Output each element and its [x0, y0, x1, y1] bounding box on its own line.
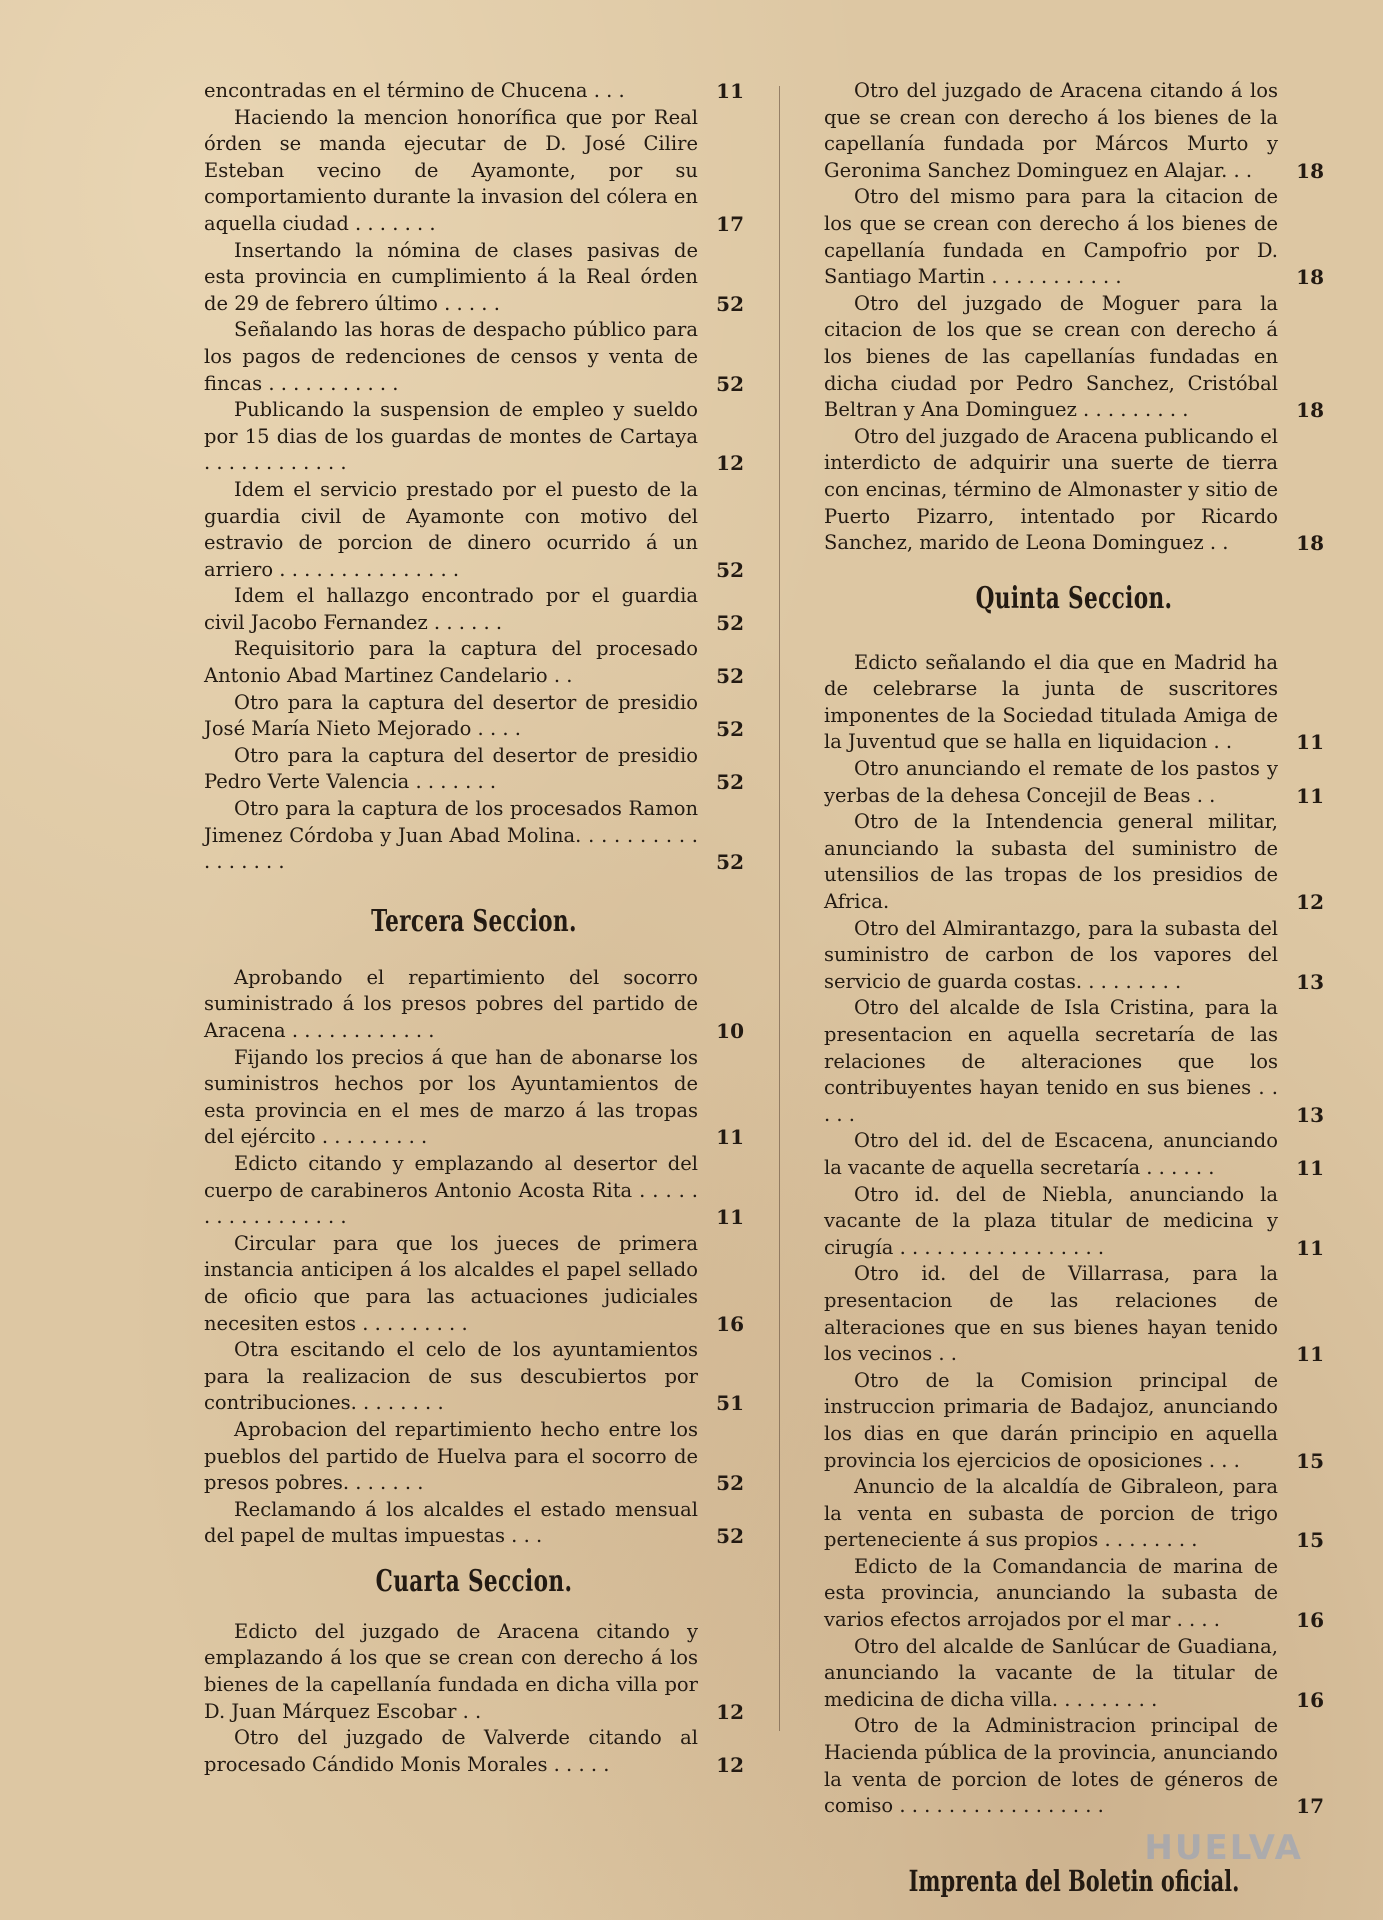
index-entry — [824, 916, 1324, 996]
index-entry — [824, 1182, 1324, 1262]
index-entry — [824, 1128, 1324, 1181]
index-entry-page: 52 — [716, 664, 744, 689]
index-entry-page: 12 — [1296, 890, 1324, 915]
index-entry-page: 13 — [1296, 1102, 1324, 1127]
index-entry-page: 11 — [716, 1125, 744, 1150]
index-entry-page: 18 — [1296, 398, 1324, 423]
index-entry-page: 52 — [716, 557, 744, 582]
index-entry-text: encontradas en el término de Chucena . . . — [204, 79, 625, 102]
index-entry — [204, 636, 744, 689]
index-entry-text: Otro del Almirantazgo, para la subasta del suministro de carbon de los vapores del servicio de guarda costas. . . . . . . . . — [824, 916, 1278, 993]
index-entry — [204, 1337, 744, 1417]
section-heading-quinta: Quinta Seccion. — [975, 580, 1173, 616]
index-entry-page: 16 — [1296, 1687, 1324, 1712]
index-entry-page: 11 — [1296, 730, 1324, 755]
index-entry-text: Otro anunciando el remate de los pastos y yerbas de la dehesa Concejil de Beas . . — [824, 757, 1278, 807]
index-entry — [204, 317, 744, 397]
index-entry-text: Otro del juzgado de Aracena publicando el interdicto de adquirir una suerte de tierra con encinas, término de Almonaster y sitio de Puerto Pizarro, intentado por Ricardo Sanchez, marido de Leona Dominguez . . — [824, 424, 1278, 555]
index-entry-text: Insertando la nómina de clases pasivas de esta provincia en cumplimiento á la Real órden de 29 de febrero último . . . . . — [204, 238, 698, 315]
index-entry-page: 12 — [716, 1699, 744, 1724]
index-entry-page: 11 — [1296, 783, 1324, 808]
index-entry — [824, 1368, 1324, 1474]
index-entry-text: Aprobacion del repartimiento hecho entre los pueblos del partido de Huelva para el socorro de presos pobres. . . . . . . — [204, 1417, 698, 1495]
index-entry — [824, 1261, 1324, 1367]
index-entry — [204, 1045, 744, 1151]
index-entry-text: Otro para la captura del desertor de presidio José María Nieto Mejorado . . . . — [204, 690, 698, 741]
index-entry-text: Otro del juzgado de Aracena citando á los que se crean con derecho á los bienes de la capellanía fundada por Márcos Murto y Geronima Sanchez Dominguez en Alajar. . . — [824, 79, 1278, 182]
index-entry — [204, 1417, 744, 1497]
left-entries-a — [204, 78, 744, 876]
index-entry — [824, 78, 1324, 184]
index-entry-page: 16 — [716, 1311, 744, 1336]
index-entry — [824, 1474, 1324, 1554]
index-entry-text: Publicando la suspension de empleo y sueldo por 15 dias de los guardas de montes de Cartaya . . . . . . . . . . . . — [204, 398, 698, 475]
index-entry-text: Anuncio de la alcaldía de Gibraleon, para la venta en subasta de porcion de trigo perteneciente á sus propios . . . . . . . . — [824, 1475, 1278, 1552]
index-entry-page: 11 — [716, 79, 744, 103]
index-entry-text: Idem el hallazgo encontrado por el guardia civil Jacobo Fernandez . . . . . . — [204, 584, 698, 634]
index-entry-page: 10 — [716, 1019, 744, 1043]
index-entry — [204, 690, 744, 743]
index-entry-text: Señalando las horas de despacho público para los pagos de redenciones de censos y venta de fincas . . . . . . . . . . . — [204, 318, 698, 395]
index-entry — [204, 1619, 744, 1725]
index-entry-page: 17 — [716, 211, 744, 236]
index-entry — [824, 756, 1324, 809]
imprint-line: Imprenta del Boletin oficial. — [908, 1863, 1240, 1898]
index-entry-page: 52 — [716, 371, 744, 396]
index-entry-text: Otro para la captura de los procesados Ramon Jimenez Córdoba y Juan Abad Molina. . . . . . . . . . . . . . . . . — [204, 797, 698, 874]
index-entry-page: 52 — [716, 1524, 744, 1549]
index-entry-text: Edicto de la Comandancia de marina de esta provincia, anunciando la subasta de varios efectos arrojados por el mar . . . . — [824, 1554, 1278, 1632]
index-entry-text: Otro para la captura del desertor de presidio Pedro Verte Valencia . . . . . . . — [204, 743, 698, 794]
index-entry — [824, 291, 1324, 424]
index-entry-text: Otro de la Comision principal de instruccion primaria de Badajoz, anunciando los dias en que darán principio en aquella provincia los ejercicios de oposiciones . . . — [824, 1368, 1278, 1472]
index-entry-page: 11 — [1296, 1342, 1324, 1367]
index-entry — [204, 1497, 744, 1550]
index-entry-page: 15 — [1296, 1448, 1324, 1473]
index-entry — [204, 1231, 744, 1337]
index-entry — [204, 743, 744, 796]
index-entry-text: Otra escitando el celo de los ayuntamientos para la realizacion de sus descubiertos por contribuciones. . . . . . . . — [204, 1338, 698, 1415]
index-entry-text: Otro del mismo para para la citacion de los que se crean con derecho á los bienes de capellanía fundada en Campofrio por D. Santiago Martin . . . . . . . . . . . — [824, 185, 1278, 289]
index-entry-page: 52 — [716, 1471, 744, 1496]
index-entry-text: Otro id. del de Villarrasa, para la presentacion de las relaciones de alteraciones que en sus bienes hayan tenido los vecinos . . — [824, 1262, 1278, 1366]
index-entry-text: Otro id. del de Niebla, anunciando la vacante de la plaza titular de medicina y cirugía . . . . . . . . . . . . . . . . . — [824, 1182, 1278, 1259]
index-entry-text: Otro del alcalde de Sanlúcar de Guadiana, anunciando la vacante de la titular de medicina de dicha villa. . . . . . . . . — [824, 1634, 1278, 1711]
left-entries-c — [204, 1619, 744, 1779]
index-entry-text: Aprobando el repartimiento del socorro suministrado á los presos pobres del partido de Aracena . . . . . . . . . . . . — [204, 965, 698, 1042]
index-entry-page: 11 — [1296, 1235, 1324, 1260]
index-entry-page: 52 — [716, 717, 744, 742]
index-entry — [824, 1634, 1324, 1714]
index-entry — [824, 1554, 1324, 1634]
index-entry-text: Edicto citando y emplazando al desertor del cuerpo de carabineros Antonio Acosta Rita . . . . . . . . . . . . . . . . . — [204, 1151, 698, 1229]
index-entry-text: Fijando los precios á que han de abonarse los suministros hechos por los Ayuntamientos de esta provincia en el mes de marzo á las tropas del ejército . . . . . . . . . — [204, 1045, 698, 1149]
index-entry-text: Otro de la Intendencia general militar, anunciando la subasta del suministro de utensilios de las tropas de los presidios de Africa. — [824, 810, 1278, 914]
index-entry-text: Otro de la Administracion principal de Hacienda pública de la provincia, anunciando la venta de porcion de lotes de géneros de comiso . . . . . . . . . . . . . . . . . — [824, 1714, 1278, 1818]
index-entry — [204, 1151, 744, 1231]
index-entry — [824, 424, 1324, 557]
index-entry-page: 18 — [1296, 158, 1324, 183]
index-entry-page: 12 — [716, 451, 744, 476]
index-entry-text: Requisitorio para la captura del procesado Antonio Abad Martinez Candelario . . — [204, 637, 698, 688]
section-heading-tercera: Tercera Seccion. — [371, 903, 577, 939]
index-entry-text: Idem el servicio prestado por el puesto de la guardia civil de Ayamonte con motivo del estravio de porcion de dinero ocurrido á un arriero . . . . . . . . . . . . . . . — [204, 477, 698, 581]
library-stamp: HUELVA — [1144, 1828, 1303, 1868]
index-entry-page: 18 — [1296, 265, 1324, 290]
index-entry — [204, 583, 744, 636]
index-entry-page: 11 — [716, 1205, 744, 1230]
index-entry-page: 51 — [716, 1391, 744, 1416]
index-entry-text: Haciendo la mencion honorífica que por Real órden se manda ejecutar de D. José Cilire Esteban vecino de Ayamonte, por su comportamiento durante la invasion del cólera en aquella ciudad . . . . . . . — [204, 105, 698, 235]
left-entries-b — [204, 965, 744, 1550]
index-entry-page: 13 — [1296, 969, 1324, 994]
index-entry — [824, 995, 1324, 1128]
index-entry-page: 16 — [1296, 1608, 1324, 1633]
index-entry-text: Otro del juzgado de Moguer para la citacion de los que se crean con derecho á los bienes de las capellanías fundadas en dicha ciudad por Pedro Sanchez, Cristóbal Beltran y Ana Dominguez . . . . . . . . . — [824, 291, 1278, 422]
left-column — [204, 78, 744, 1778]
index-entry — [824, 809, 1324, 915]
index-entry-text: Circular para que los jueces de primera instancia anticipen á los alcaldes el papel sellado de oficio que para las actuaciones judiciales necesiten estos . . . . . . . . . — [204, 1231, 698, 1335]
index-entry-page: 17 — [1296, 1794, 1324, 1819]
index-entry-page: 52 — [716, 291, 744, 316]
index-entry — [204, 238, 744, 318]
section-heading-cuarta: Cuarta Seccion. — [375, 1563, 573, 1599]
index-entry — [204, 965, 744, 1045]
index-entry — [824, 650, 1324, 756]
index-entry-text: Otro del id. del de Escacena, anunciando la vacante de aquella secretaría . . . . . . — [824, 1129, 1278, 1179]
column-divider — [779, 86, 780, 1731]
index-entry — [204, 796, 744, 876]
right-entries-b — [824, 650, 1324, 1820]
index-entry — [824, 1713, 1324, 1819]
index-entry-page: 52 — [716, 770, 744, 795]
index-entry-text: Otro del juzgado de Valverde citando al procesado Cándido Monis Morales . . . . . — [204, 1726, 698, 1776]
right-entries-a — [824, 78, 1324, 557]
index-entry — [204, 105, 744, 238]
right-column — [824, 78, 1324, 1898]
index-entry-page: 18 — [1296, 531, 1324, 556]
index-entry-page: 15 — [1296, 1528, 1324, 1553]
index-entry-text: Edicto del juzgado de Aracena citando y emplazando á los que se crean con derecho á los bienes de la capellanía fundada en dicha villa por D. Juan Márquez Escobar . . — [204, 1619, 698, 1723]
index-entry-page: 52 — [716, 850, 744, 875]
index-entry — [204, 397, 744, 477]
index-entry-text: Edicto señalando el dia que en Madrid ha de celebrarse la junta de suscritores imponentes de la Sociedad titulada Amiga de la Juventud que se halla en liquidacion . . — [824, 650, 1278, 754]
index-entry-page: 11 — [1296, 1155, 1324, 1180]
index-entry — [204, 477, 744, 583]
index-entry-page: 52 — [716, 610, 744, 635]
index-entry — [204, 1725, 744, 1778]
index-entry — [204, 78, 744, 105]
index-entry-text: Otro del alcalde de Isla Cristina, para la presentacion en aquella secretaría de las relaciones de alteraciones que los contribuyentes hayan tenido en sus bienes . . . . . — [824, 996, 1278, 1126]
index-entry — [824, 184, 1324, 290]
index-entry-text: Reclamando á los alcaldes el estado mensual del papel de multas impuestas . . . — [204, 1497, 698, 1548]
index-entry-page: 12 — [716, 1752, 744, 1777]
